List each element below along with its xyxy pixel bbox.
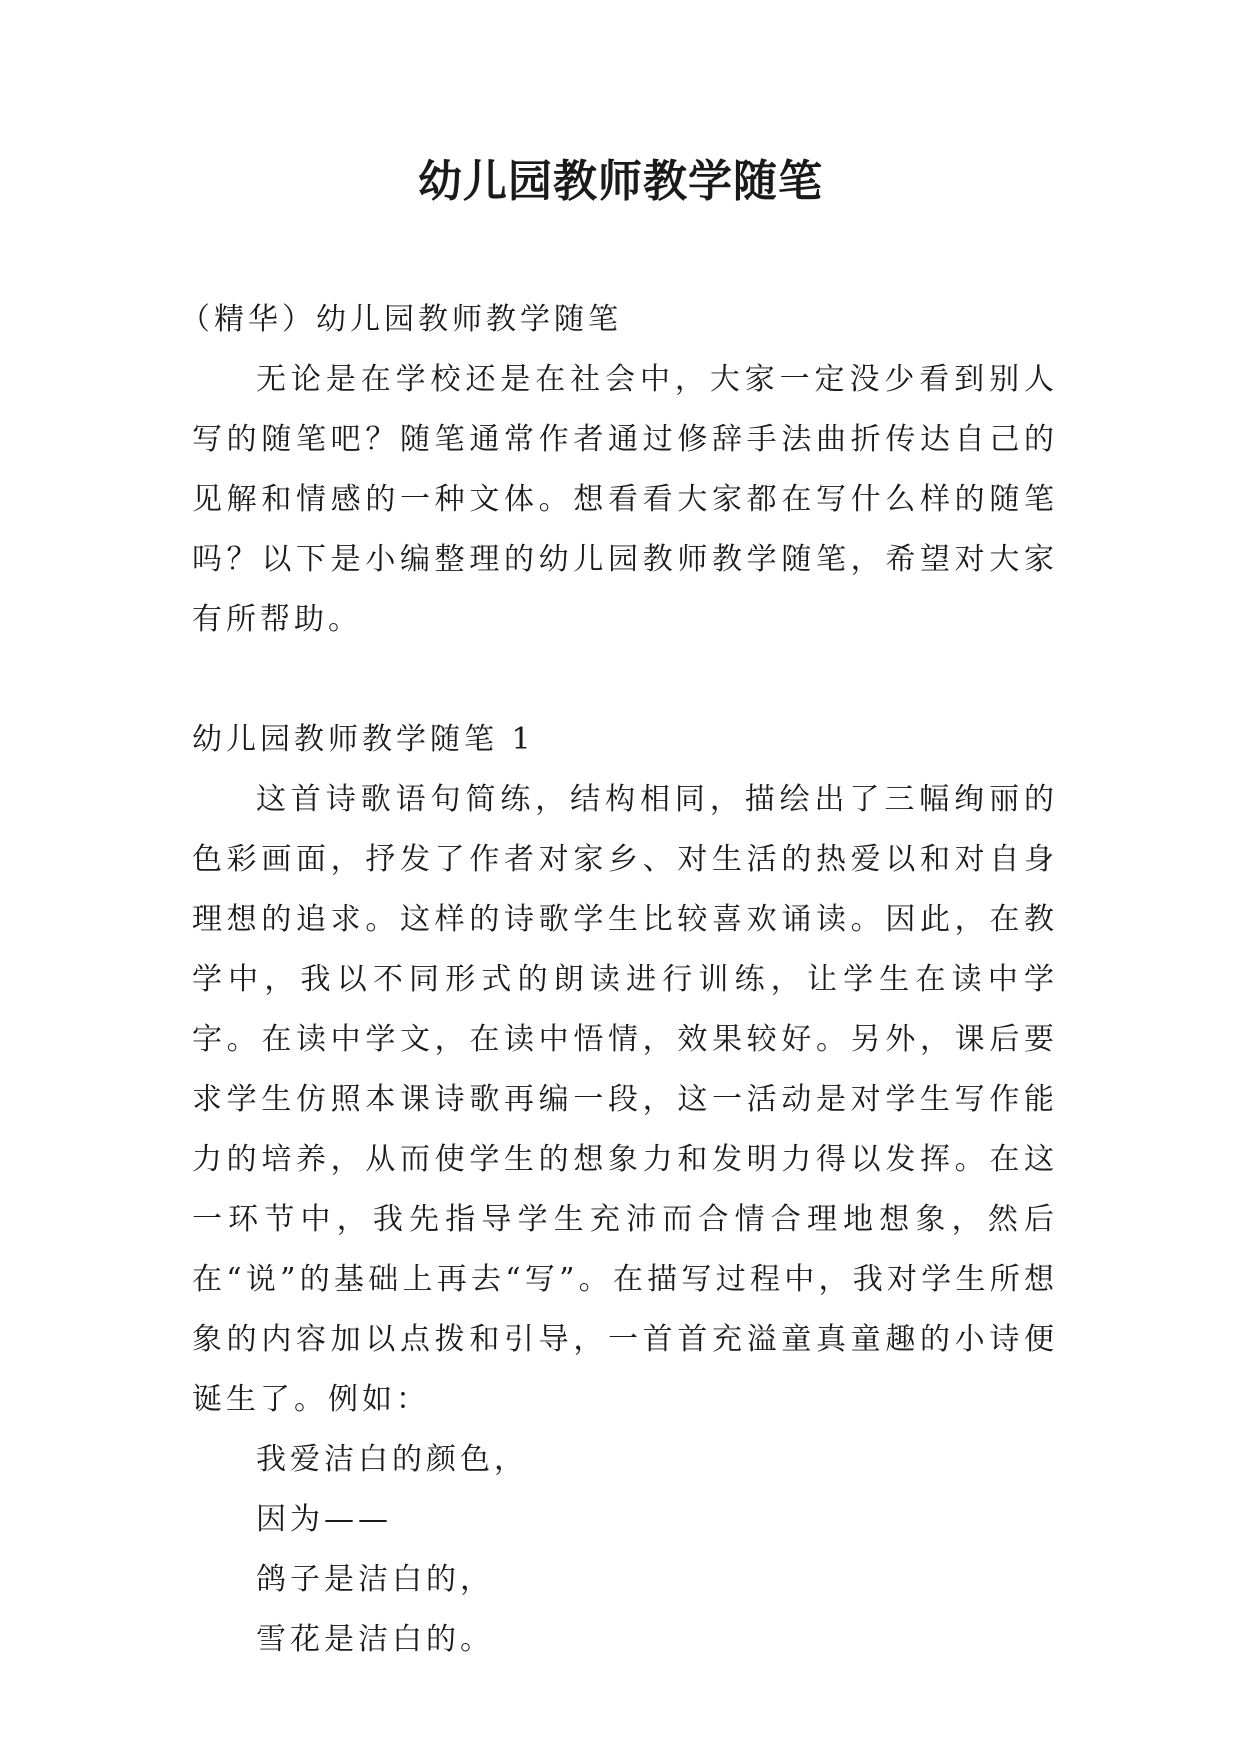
document-title: 幼儿园教师教学随笔 [418,156,823,207]
paragraph-spacer [192,650,1058,710]
intro-paragraph: 无论是在学校还是在社会中，大家一定没少看到别人写的随笔吧？随笔通常作者通过修辞手法曲折传达自己的见解和情感的一种文体。想看看大家都在写什么样的随笔吗？以下是小编整理的幼儿园教师教学随笔，希望对大家有所帮助。 [192,362,1058,637]
poem-line: 鸽子是洁白的， [256,1562,494,1597]
poem-line: 因为—— [256,1502,392,1537]
poem-line: 雪花是洁白的。 [256,1622,494,1657]
poem-line: 我爱洁白的颜色， [256,1442,528,1477]
section-heading: 幼儿园教师教学随笔 1 [192,722,535,757]
section-paragraph: 这首诗歌语句简练，结构相同，描绘出了三幅绚丽的色彩画面，抒发了作者对家乡、对生活的热爱以和对自身理想的追求。这样的诗歌学生比较喜欢诵读。因此，在教学中，我以不同形式的朗读进行训练，让学生在读中学字。在读中学文，在读中悟情，效果较好。另外，课后要求学生仿照本课诗歌再编一段，这一活动是对学生写作能力的培养，从而使学生的想象力和发明力得以发挥。在这一环节中，我先指导学生充沛而合情合理地想象，然后在“说”的基础上再去“写”。在描写过程中，我对学生所想象的内容加以点拨和引导，一首首充溢童真童趣的小诗便诞生了。例如： [192,782,1058,1417]
document-subtitle: （精华）幼儿园教师教学随笔 [180,302,622,337]
document-body [180,290,1058,1670]
